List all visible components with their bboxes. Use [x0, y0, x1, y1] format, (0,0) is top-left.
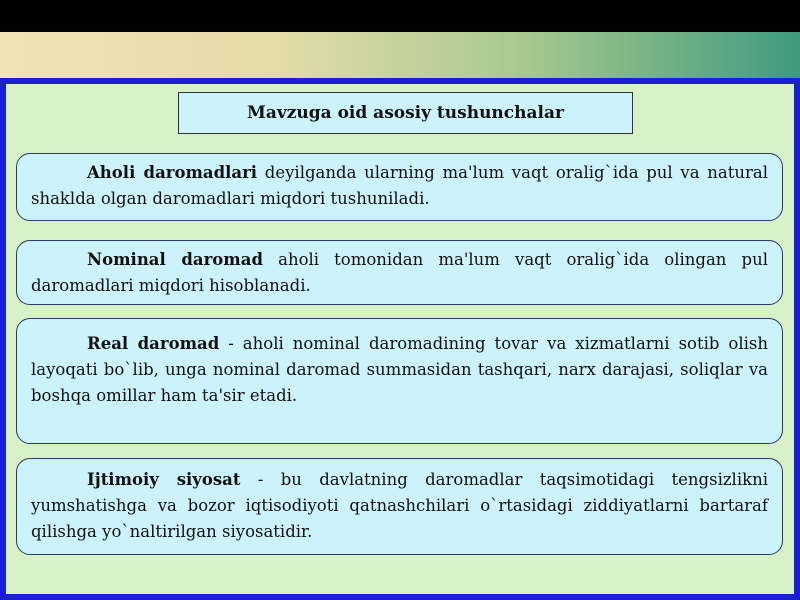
top-black-bar [0, 0, 800, 32]
definition-body: - bu davlatning daromadlar taqsimotidagi tengsizlikni yumshatishga va bozor iqtisodiyoti qatnashchilari o`rtasidagi ziddiyatlarni bartaraf qilishga yo`naltirilgan siyosatidir. [31, 470, 768, 541]
definition-term: Nominal daromad [87, 250, 263, 269]
definition-body: deyilganda ularning ma'lum vaqt oralig`ida pul va natural shaklda olgan daromadlari miqdori tushuniladi. [31, 163, 768, 208]
definition-card-aholi-daromadlari [16, 153, 783, 221]
definition-text [31, 247, 768, 299]
definition-text [31, 160, 768, 212]
definition-card-nominal-daromad [16, 240, 783, 305]
definition-term: Aholi daromadlari [87, 163, 258, 182]
definition-card-real-daromad [16, 318, 783, 444]
definition-term: Ijtimoiy siyosat [87, 470, 241, 489]
header-gradient-band [0, 32, 800, 78]
slide-title: Mavzuga oid asosiy tushunchalar [178, 92, 633, 134]
definition-card-ijtimoiy-siyosat [16, 458, 783, 555]
definition-text [31, 467, 768, 545]
definition-text [31, 331, 768, 409]
definition-term: Real daromad [87, 334, 220, 353]
definition-body: - aholi nominal daromadining tovar va xizmatlarni sotib olish layoqati bo`lib, unga nominal daromad summasidan tashqari, narx darajasi, soliqlar va boshqa omillar ham ta'sir etadi. [31, 334, 768, 405]
definition-body: aholi tomonidan ma'lum vaqt oralig`ida olingan pul daromadlari miqdori hisoblanadi. [31, 250, 768, 295]
